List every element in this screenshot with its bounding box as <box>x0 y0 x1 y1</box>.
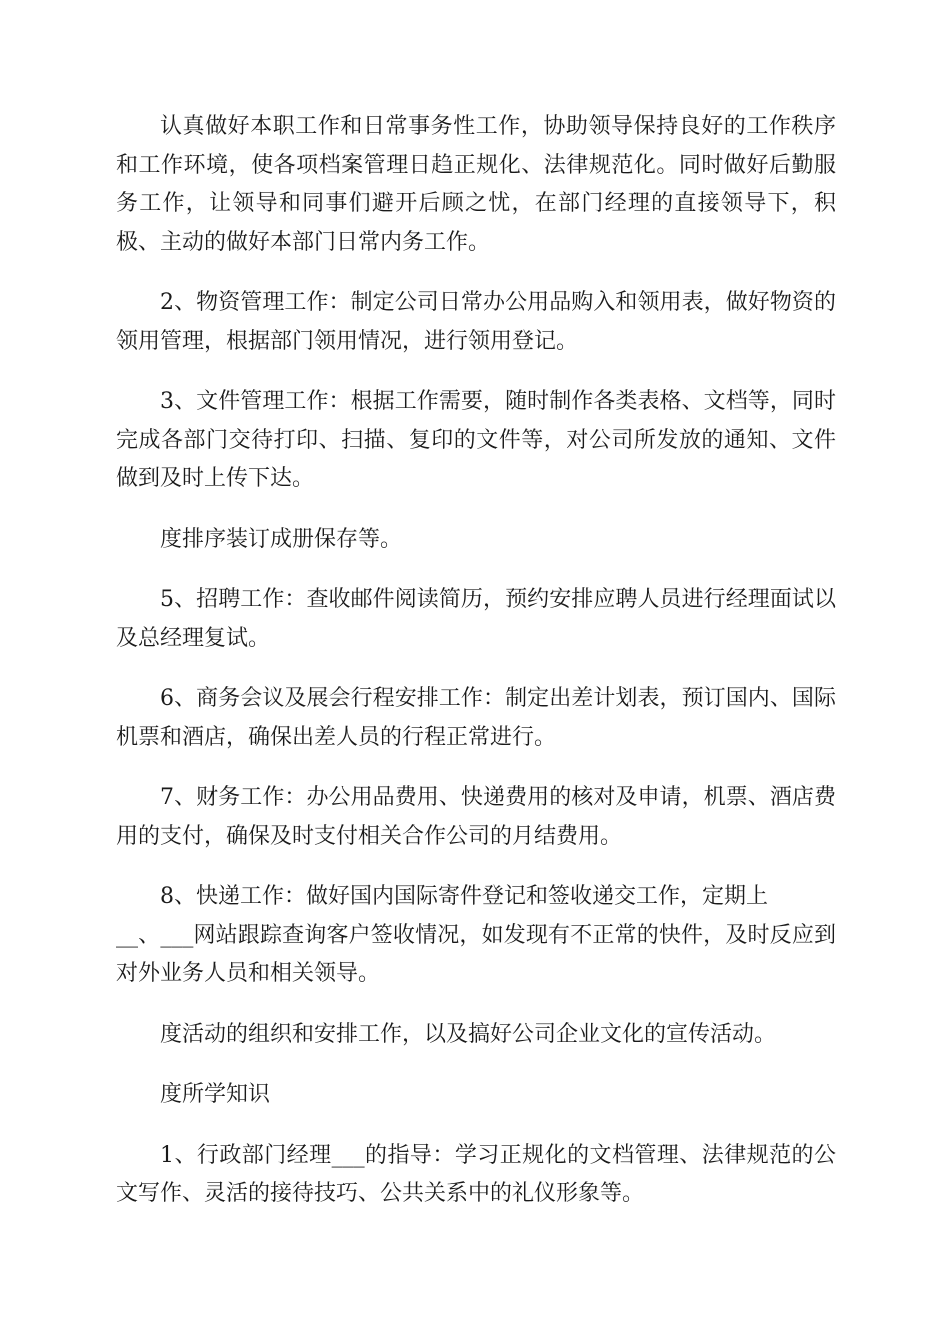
paragraph-item-6: 6、商务会议及展会行程安排工作：制定出差计划表，预订国内、国际机票和酒店，确保出差人员的行程正常进行。 <box>116 686 836 750</box>
document-body <box>116 108 836 1236</box>
paragraph-item-7: 7、财务工作：办公用品费用、快递费用的核对及申请，机票、酒店费用的支付，确保及时支付相关合作公司的月结费用。 <box>116 785 836 849</box>
paragraph-item-3: 3、文件管理工作：根据工作需要，随时制作各类表格、文档等，同时完成各部门交待打印、扫描、复印的文件等，对公司所发放的通知、文件做到及时上传下达。 <box>116 389 836 491</box>
paragraph-learning-1: 1、行政部门经理___的指导：学习正规化的文档管理、法律规范的公文写作、灵活的接待技巧、公共关系中的礼仪形象等。 <box>116 1142 836 1206</box>
paragraph-fragment-archive: 度排序装订成册保存等。 <box>160 526 403 552</box>
paragraph-item-5: 5、招聘工作：查收邮件阅读简历，预约安排应聘人员进行经理面试以及总经理复试。 <box>116 587 836 651</box>
paragraph-intro: 认真做好本职工作和日常事务性工作，协助领导保持良好的工作秩序和工作环境，使各项档案管理日趋正规化、法律规范化。同时做好后勤服务工作，让领导和同事们避开后顾之忧，在部门经理的直接领导下，积极、主动的做好本部门日常内务工作。 <box>116 114 836 255</box>
paragraph-fragment-knowledge: 度所学知识 <box>160 1082 271 1107</box>
paragraph-item-2: 2、物资管理工作：制定公司日常办公用品购入和领用表，做好物资的领用管理，根据部门领用情况，进行领用登记。 <box>116 290 836 354</box>
paragraph-item-8: 8、快递工作：做好国内国际寄件登记和签收递交工作，定期上 __、___网站跟踪查询客户签收情况，如发现有不正常的快件，及时反应到对外业务人员和相关领导。 <box>116 884 836 986</box>
paragraph-fragment-activities: 度活动的组织和安排工作，以及搞好公司企业文化的宣传活动。 <box>160 1021 777 1047</box>
